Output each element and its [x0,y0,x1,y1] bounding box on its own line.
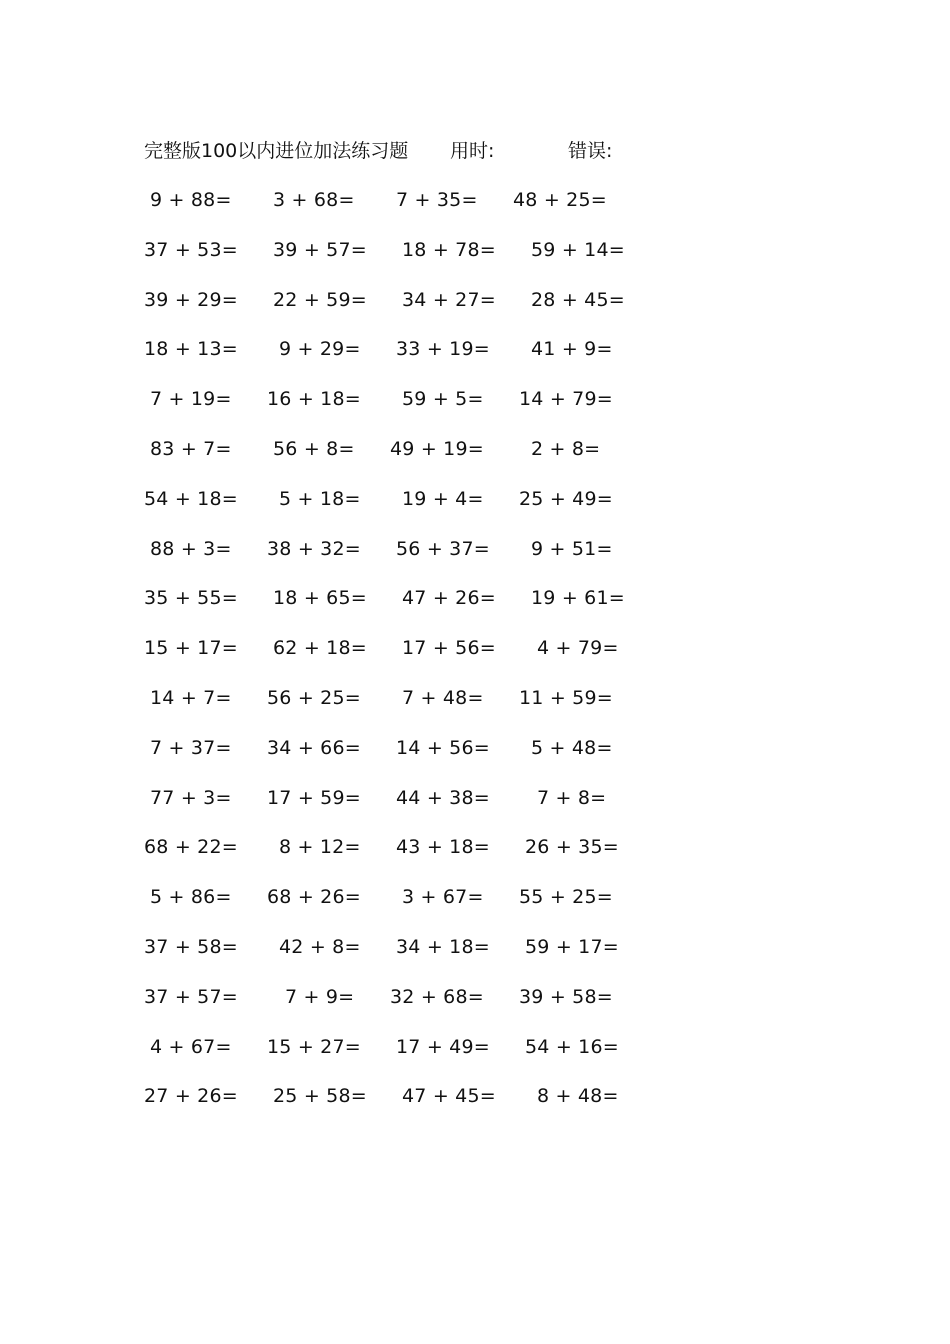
problem: 17 + 59= [267,786,361,809]
problem: 18 + 13= [144,338,238,361]
problem-row [0,632,950,682]
problem: 47 + 26= [402,587,496,610]
problem-row [0,931,950,981]
problem-row [0,732,950,782]
problem: 39 + 29= [144,288,238,311]
problem: 5 + 86= [150,886,232,909]
problem: 9 + 51= [531,537,613,560]
problem: 44 + 38= [396,786,490,809]
problem: 47 + 45= [402,1085,496,1108]
problem: 59 + 17= [525,935,619,958]
problem: 3 + 67= [402,886,484,909]
problem: 15 + 27= [267,1035,361,1058]
problem: 28 + 45= [531,288,625,311]
problem: 19 + 4= [402,487,484,510]
problem: 7 + 48= [402,686,484,709]
problem: 54 + 18= [144,487,238,510]
problem: 56 + 25= [267,686,361,709]
problem: 22 + 59= [273,288,367,311]
problem: 9 + 29= [279,338,361,361]
problem: 56 + 8= [273,437,355,460]
problem: 59 + 14= [531,238,625,261]
errors-label: 错误: [568,140,613,162]
problem: 17 + 49= [396,1035,490,1058]
problem-row [0,333,950,383]
problem: 34 + 18= [396,935,490,958]
worksheet-title: 完整版100以内进位加法练习题 [144,140,409,162]
problem: 35 + 55= [144,587,238,610]
problem: 14 + 56= [396,736,490,759]
problem-row [0,981,950,1031]
problem: 88 + 3= [150,537,232,560]
problem: 9 + 88= [150,189,232,211]
problem: 25 + 49= [519,487,613,510]
problem: 43 + 18= [396,836,490,859]
problem: 7 + 9= [285,985,355,1008]
problem: 17 + 56= [402,637,496,660]
problem: 7 + 19= [150,388,232,411]
problem: 68 + 26= [267,886,361,909]
problem-row [0,1031,950,1081]
problem: 39 + 58= [519,985,613,1008]
problem-row [0,234,950,284]
problem: 54 + 16= [525,1035,619,1058]
problem: 5 + 48= [531,736,613,759]
problem: 4 + 79= [537,637,619,660]
problem: 19 + 61= [531,587,625,610]
problem-row [0,433,950,483]
problem: 32 + 68= [390,985,484,1008]
problem-row [0,1080,950,1130]
problem: 83 + 7= [150,437,232,460]
problem-row [0,483,950,533]
problem: 39 + 57= [273,238,367,261]
problem: 68 + 22= [144,836,238,859]
problem: 7 + 35= [396,189,478,211]
time-used-label: 用时: [450,140,495,162]
problem: 25 + 58= [273,1085,367,1108]
problem: 3 + 68= [273,189,355,211]
problem: 33 + 19= [396,338,490,361]
problem: 34 + 66= [267,736,361,759]
problem-row [0,582,950,632]
problem-row [0,682,950,732]
problem: 5 + 18= [279,487,361,510]
problem: 49 + 19= [390,437,484,460]
problem: 11 + 59= [519,686,613,709]
problem: 14 + 7= [150,686,232,709]
problem-row [0,184,950,234]
worksheet-header [144,136,664,166]
problem: 37 + 57= [144,985,238,1008]
problem: 77 + 3= [150,786,232,809]
problem-row [0,881,950,931]
problem: 59 + 5= [402,388,484,411]
problem: 18 + 65= [273,587,367,610]
problem: 14 + 79= [519,388,613,411]
problem: 55 + 25= [519,886,613,909]
problem: 56 + 37= [396,537,490,560]
problem: 26 + 35= [525,836,619,859]
problem: 38 + 32= [267,537,361,560]
problem-row [0,533,950,583]
problem: 37 + 53= [144,238,238,261]
problem: 48 + 25= [513,189,607,211]
problem-grid [0,184,950,1130]
problem: 27 + 26= [144,1085,238,1108]
problem-row [0,782,950,832]
problem: 18 + 78= [402,238,496,261]
problem: 8 + 12= [279,836,361,859]
problem-row [0,284,950,334]
problem: 34 + 27= [402,288,496,311]
problem: 7 + 8= [537,786,607,809]
problem-row [0,831,950,881]
problem: 8 + 48= [537,1085,619,1108]
problem: 2 + 8= [531,437,601,460]
problem: 41 + 9= [531,338,613,361]
problem: 15 + 17= [144,637,238,660]
problem-row [0,383,950,433]
problem: 7 + 37= [150,736,232,759]
problem: 37 + 58= [144,935,238,958]
problem: 42 + 8= [279,935,361,958]
problem: 16 + 18= [267,388,361,411]
problem: 4 + 67= [150,1035,232,1058]
problem: 62 + 18= [273,637,367,660]
